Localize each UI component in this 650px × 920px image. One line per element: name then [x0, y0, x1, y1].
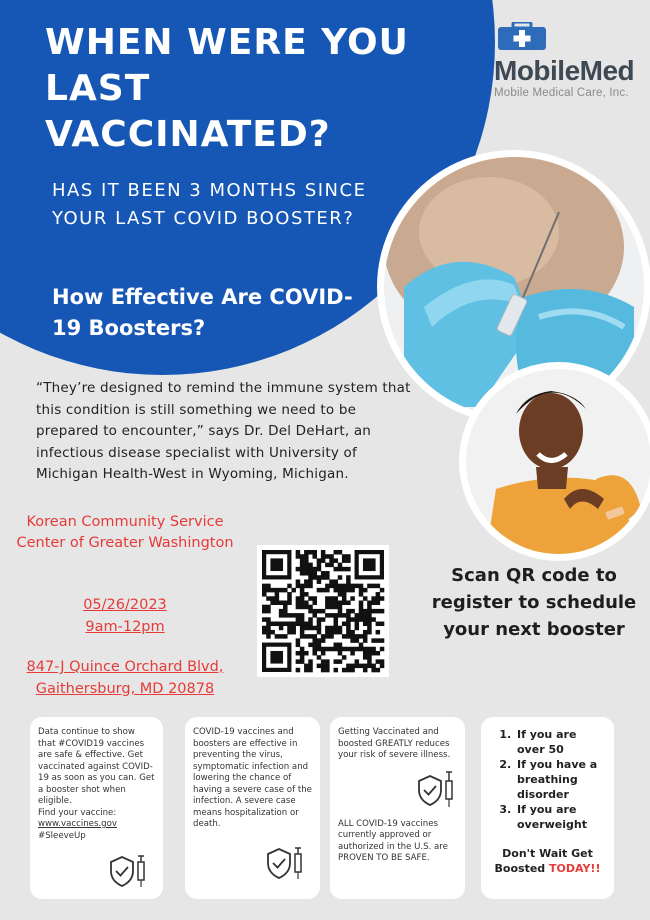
list-item: 3. If you are overweight — [515, 802, 606, 832]
vaccines-gov-link[interactable]: www.vaccines.gov — [38, 819, 117, 829]
card3-top-text: Getting Vaccinated and boosted GREATLY reduces your risk of severe illness. — [338, 727, 451, 760]
cta-today: TODAY!! — [549, 862, 601, 875]
vaccinated-woman-photo — [459, 362, 650, 561]
logo-name: MobileMed — [494, 55, 635, 86]
shield-check-syringe-icon — [108, 854, 148, 888]
shield-check-syringe-icon — [416, 769, 456, 809]
event-date: 05/26/2023 — [83, 597, 167, 613]
shield-check-syringe-icon — [265, 846, 305, 880]
address-line-2: Gaithersburg, MD 20878 — [35, 681, 215, 697]
effective-heading: How Effective Are COVID-19 Boosters? — [52, 285, 353, 340]
eligibility-list — [489, 727, 606, 832]
booster-question: HAS IT BEEN 3 MONTHS SINCE YOUR LAST COVID BOOSTER? — [52, 180, 367, 229]
card3-bottom-text: ALL COVID-19 vaccines currently approved or authorized in the U.S. are PROVEN TO BE SAFE. — [338, 818, 448, 863]
registration-qr-code[interactable] — [257, 545, 389, 677]
medical-kit-icon — [498, 22, 546, 50]
card2-text: COVID-19 vaccines and boosters are effective in preventing the virus, symptomatic infection and lowering the chance of having a severe case of the infection. A severe case means hospitalization or death. — [193, 727, 312, 829]
card1-find-label: Find your vaccine: — [38, 807, 117, 818]
event-address[interactable] — [12, 656, 238, 700]
cta-text: Don't Wait Get Boosted — [494, 847, 593, 875]
organizer-name: Korean Community Service Center of Greater Washington — [16, 514, 234, 551]
address-line-1: 847-J Quince Orchard Blvd, — [26, 659, 224, 675]
doctor-quote: “They’re designed to remind the immune system that this condition is still something we need to be prepared to encounter,” says Dr. Del DeHart, an infectious disease specialist with University of Michigan Health-West in Wyoming, Michigan. — [36, 380, 411, 482]
info-card-eligibility — [481, 717, 614, 899]
list-item: 1. If you are over 50 — [515, 727, 606, 757]
sleeveup-hashtag: #SleeveUp — [38, 830, 86, 841]
card1-text: Data continue to show that #COVID19 vaccines are safe & effective. Get vaccinated against COVID-19 as soon as you can. Get a booster shot when eligible. — [38, 727, 155, 806]
mobilemed-logo — [494, 22, 640, 99]
scan-instructions: Scan QR code to register to schedule your next booster — [431, 565, 637, 640]
info-card-safety — [30, 717, 163, 899]
list-item: 2. If you have a breathing disorder — [515, 757, 606, 802]
page-title: WHEN WERE YOU LAST VACCINATED? — [45, 22, 409, 155]
info-card-risk — [330, 717, 465, 899]
logo-tagline: Mobile Medical Care, Inc. — [494, 87, 629, 99]
info-card-effectiveness — [185, 717, 320, 899]
boost-call-to-action — [489, 846, 606, 876]
event-time: 9am-12pm — [85, 619, 165, 635]
